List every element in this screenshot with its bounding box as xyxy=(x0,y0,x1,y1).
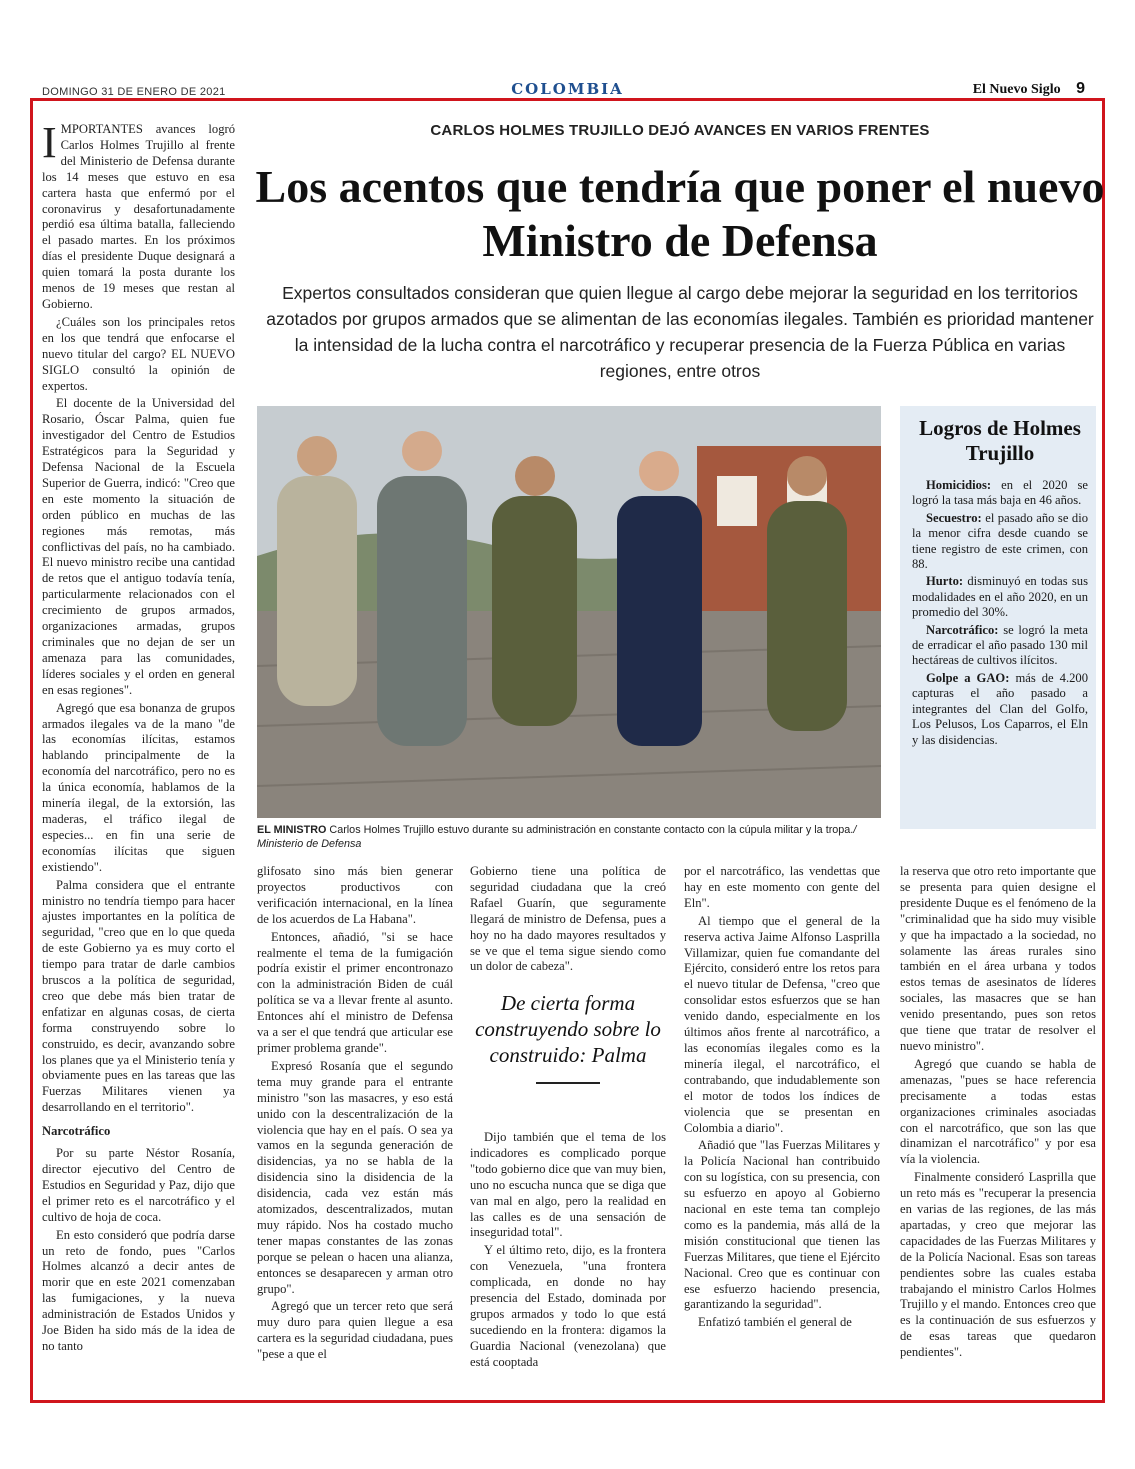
pull-quote-text: De cierta forma construyendo sobre lo construido: Palma xyxy=(475,991,661,1067)
sidebar-item-text: disminuyó en todas sus modalidades en el año 2020, en un promedio del 30%. xyxy=(912,574,1088,620)
photo-caption xyxy=(257,823,887,851)
sidebar-title: Logros de Holmes Trujillo xyxy=(919,416,1081,465)
article-paragraph: Al tiempo que el general de la reserva activa Jaime Alfonso Lasprilla Villamizar, quien fue comandante del Ejército, consideró entre los retos para el nuevo titular de Defensa, "creo que consolidar estos esfuerzos que se han venido dando, especialmente en los últimos años frente al narcotráfico, a las economías ilegales como es la minería ilegal, el narcotráfico, el contrabando, que indudablemente son el motor de todos los índices de violencia que se presentan en Colombia a diario". xyxy=(684,913,880,1135)
sidebar-item xyxy=(912,574,1088,620)
caption-text: Carlos Holmes Trujillo estuvo durante su administración en constante contacto con la cúpula militar y la tropa. xyxy=(329,824,854,836)
section-name: COLOMBIA xyxy=(511,80,624,98)
article-paragraph: Agregó que esa bonanza de grupos armados ilegales va de la mano "de las economías ilícitas, estamos hablando principalmente de la economía del narcotráfico, pero no es la única economía, hablamos de la minería ilegal, de la extorsión, las maderas, el tráfico ilegal de especies... en fin una serie de economías ilícitas que siguen existiendo". xyxy=(42,700,235,874)
sidebar-item-text: se logró la meta de erradicar el año pasado 130 mil hectáreas de cultivos ilícitos. xyxy=(912,622,1088,668)
sidebar-item-label: Hurto: xyxy=(926,574,964,589)
article-paragraph: Finalmente consideró Lasprilla que un reto más es "recuperar la presencia en varias de las regiones, de las más apartadas, y creo que mejorar las capacidades de las Fuerzas Militares y de la Policía Nacional. Esas son tareas pendientes sobre las cuales estaba trabajando el ministro Carlos Holmes Trujillo y el mando. Entonces creo que es la continuación de sus esfuerzos y de esas tareas que quedaron pendientes". xyxy=(900,1170,1096,1360)
caption-label: EL MINISTRO xyxy=(257,824,327,836)
photo-credit: / Ministerio de Defensa xyxy=(257,824,857,850)
sidebar-item xyxy=(912,478,1088,509)
newspaper-masthead xyxy=(973,80,1085,98)
article-subhead: Narcotráfico xyxy=(42,1124,111,1139)
article-paragraph: Entonces, añadió, "si se hace realmente el tema de la fumigación podría existir el primer encontronazo con la administración Biden de cuál política se va a llevar frente al asunto. Entonces ahí el ministro de Defensa va a ser el que tendrá que articular ese primer problema grande". xyxy=(257,929,453,1055)
article-paragraph: Agregó que cuando se habla de amenazas, "pues se hace referencia precisamente a todas estas organizaciones criminales asociadas con el narcotráfico, que son las que dinamizan el narcotráfico" y por esa vía la violencia. xyxy=(900,1056,1096,1167)
article-paragraph xyxy=(42,118,235,313)
article-paragraph: Agregó que un tercer reto que será muy duro para quien llegue a esa cartera es la seguridad ciudadana, pues "pese a que el xyxy=(257,1299,453,1362)
sidebar-item-text: más de 4.200 capturas el año pasado a integrantes del Clan del Golfo, Los Pelusos, Los Caparros, el Eln y las disidencias. xyxy=(912,670,1088,747)
article-headline: Los acentos que tendría que poner el nuevo Ministro de Defensa xyxy=(255,161,1105,266)
sidebar-item-label: Golpe a GAO: xyxy=(926,670,1010,685)
article-paragraph: El docente de la Universidad del Rosario, Óscar Palma, quien fue investigador del Centro de Estudios Estratégicos para la Seguridad y Defensa Nacional de la Escuela Superior de Guerra, indicó: "Creo que en este momento la situación de orden público en muchas de las regiones más remotas, más conflictivas del país, no ha cambiado. El nuevo ministro recibe una cantidad de retos que el antiguo todavía tenía, particularmente relacionados con el crecimiento de grupos armados, organizaciones armadas, grupos criminales que no dejan de ser un amenaza para las comunidades, líderes sociales y el orden en general en esas regiones". xyxy=(42,396,235,697)
header-date: DOMINGO 31 DE ENERO DE 2021 xyxy=(42,86,226,98)
page-number: 9 xyxy=(1076,80,1085,97)
article-column-3 xyxy=(470,864,666,977)
sidebar-item-text: en el 2020 se logró la tasa más baja en 46 años. xyxy=(912,478,1088,508)
newspaper-name: El Nuevo Siglo xyxy=(972,82,1061,97)
photo-illustration xyxy=(257,406,881,818)
article-paragraph: Enfatizó también el general de xyxy=(698,1315,852,1330)
article-paragraph: glifosato sino más bien generar proyectos productivos con verificación internacional, en la línea de los acuerdos de La Habana". xyxy=(257,864,453,926)
article-kicker: CARLOS HOLMES TRUJILLO DEJÓ AVANCES EN VARIOS FRENTES xyxy=(430,122,930,139)
sidebar-item xyxy=(912,511,1088,573)
pull-quote xyxy=(470,990,666,1084)
article-paragraph: Palma considera que el entrante ministro no tendría tiempo para hacer ajustes importantes en la política de seguridad, "creo que en lo que queda de este Gobierno ya es muy corto el tiempo para tratar de darle cambios bruscos a la política de seguridad, creo que debe más bien tratar de enfatizar en algunas cosas, de cierta forma construyendo sobre lo construido, es decir, avanzando sobre los planes que ya el Ministerio tenía y obviamente pues en las tareas que las Fuerzas Militares vienen ya desarrollando en el territorio". xyxy=(42,877,235,1115)
article-paragraph: En esto consideró que podría darse un reto de fondo, pues "Carlos Holmes alcanzó a decir antes de morir que en este 2021 comenzaban las fumigaciones, y la nueva administración de Estados Unidos y Joe Biden ha sido más de la idea de no tanto xyxy=(42,1227,235,1353)
article-paragraph: ¿Cuáles son los principales retos en los que tendrá que enfocarse el nuevo titular del cargo? EL NUEVO SIGLO consultó la opinión de expertos. xyxy=(42,314,235,393)
article-column-5 xyxy=(900,864,1096,1363)
article-paragraph: Por su parte Néstor Rosanía, director ejecutivo del Centro de Estudios en Seguridad y Paz, dijo que el primer reto es el narcotráfico y el cultivo de hoja de coca. xyxy=(42,1146,235,1224)
article-deck: Expertos consultados consideran que quien llegue al cargo debe mejorar la seguridad en los territorios azotados por grupos armados que se alimentan de las economías ilegales. También es prioridad mantener la intensidad de la lucha contra el narcotráfico y recuperar presencia de la Fuerza Pública en varias regiones, entre otros xyxy=(266,283,1094,381)
sidebar-item xyxy=(912,671,1088,748)
sidebar-item-label: Homicidios: xyxy=(926,478,992,492)
article-paragraph: por el narcotráfico, las vendettas que hay en este momento con gente del Eln". xyxy=(684,864,880,910)
lead-text: MPORTANTES avances logró Carlos Holmes Trujillo al frente del Ministerio de Defensa durante los 14 meses que estuvo en esa cartera hasta que enfermó por el coronavirus y desafortunadamente perdió esa última batalla, falleciendo el pasado martes. En los próximos días el presidente Duque designará a quien tomará la posta durante los menos de 19 meses que restan al Gobierno. xyxy=(42,122,235,311)
article-column-1 xyxy=(42,118,235,1357)
article-column-3-continued xyxy=(470,1130,666,1373)
achievements-sidebar xyxy=(900,406,1096,829)
sidebar-item-label: Secuestro: xyxy=(926,510,982,525)
sidebar-item-text: el pasado año se dio la menor cifra desde cuando se tiene registro de este crimen, con 88. xyxy=(912,510,1089,572)
article-column-4 xyxy=(684,864,880,1333)
article-paragraph: Gobierno tiene una política de seguridad ciudadana que la creó Rafael Guarín, que seguramente llegará de ministro de Defensa, pues a hoy no ha dado mayores resultados y se ve que el tema sigue siendo como un dolor de cabeza". xyxy=(470,864,666,974)
article-paragraph: Y el último reto, dijo, es la frontera con Venezuela, "una frontera complicada, en donde no hay presencia del Estado, dominada por grupos armados y todo lo que está sucediendo en la frontera: digamos la Guardia Nacional (venezolana) que está cooptada xyxy=(470,1243,666,1369)
article-paragraph: Dijo también que el tema de los indicadores es complicado porque "todo gobierno dice que van muy bien, uno no escucha nunca que se diga que van mal en algo, pero la realidad en las calles es de una sensación de inseguridad total". xyxy=(470,1130,666,1240)
article-paragraph: Añadió que "las Fuerzas Militares y la Policía Nacional han contribuido con su logística, con su presencia, con su esfuerzo en apoyo al Gobierno nacional en este tema tan complejo como es la pandemia, más allá de la misión constitucional que tienen las Fuerzas Militares, que tiene el Ejército Nacional. Creo que es continuar con ese esfuerzo haciendo presencia, garantizando la seguridad". xyxy=(684,1138,880,1312)
article-paragraph: Expresó Rosanía que el segundo tema muy grande para el entrante ministro "son las masacres, y eso está unido con la descentralización de la violencia que hay en el país. O sea ya vamos en la segunda generación de disidencias, ya no se habla de la disidencia sino la disidencia de la disidencia, cada vez están más atomizados, descentralizados, mutan muy rápido. Nos ha costado mucho tener mapas constantes de las zonas porque se pelean o hacen una alianza, entonces se desaparecen y arman otro grupo". xyxy=(257,1058,453,1296)
sidebar-item-label: Narcotráfico: xyxy=(926,622,999,637)
dropcap: I xyxy=(42,118,57,167)
sidebar-item xyxy=(912,623,1088,669)
pull-quote-rule xyxy=(536,1082,600,1084)
article-photo xyxy=(257,406,881,818)
article-column-2 xyxy=(257,864,453,1365)
article-paragraph: la reserva que otro reto importante que se presenta para quien designe el presidente Duque es el fenómeno de la "criminalidad que ha sido muy visible y que ha impactado a la sociedad, no solamente las áreas rurales sino también en el área urbana y todos estos temas de asesinatos de líderes sociales, las masacres que se han venido presentando, pues son retos que tiene que tratar de resolver el nuevo ministro". xyxy=(900,864,1096,1053)
